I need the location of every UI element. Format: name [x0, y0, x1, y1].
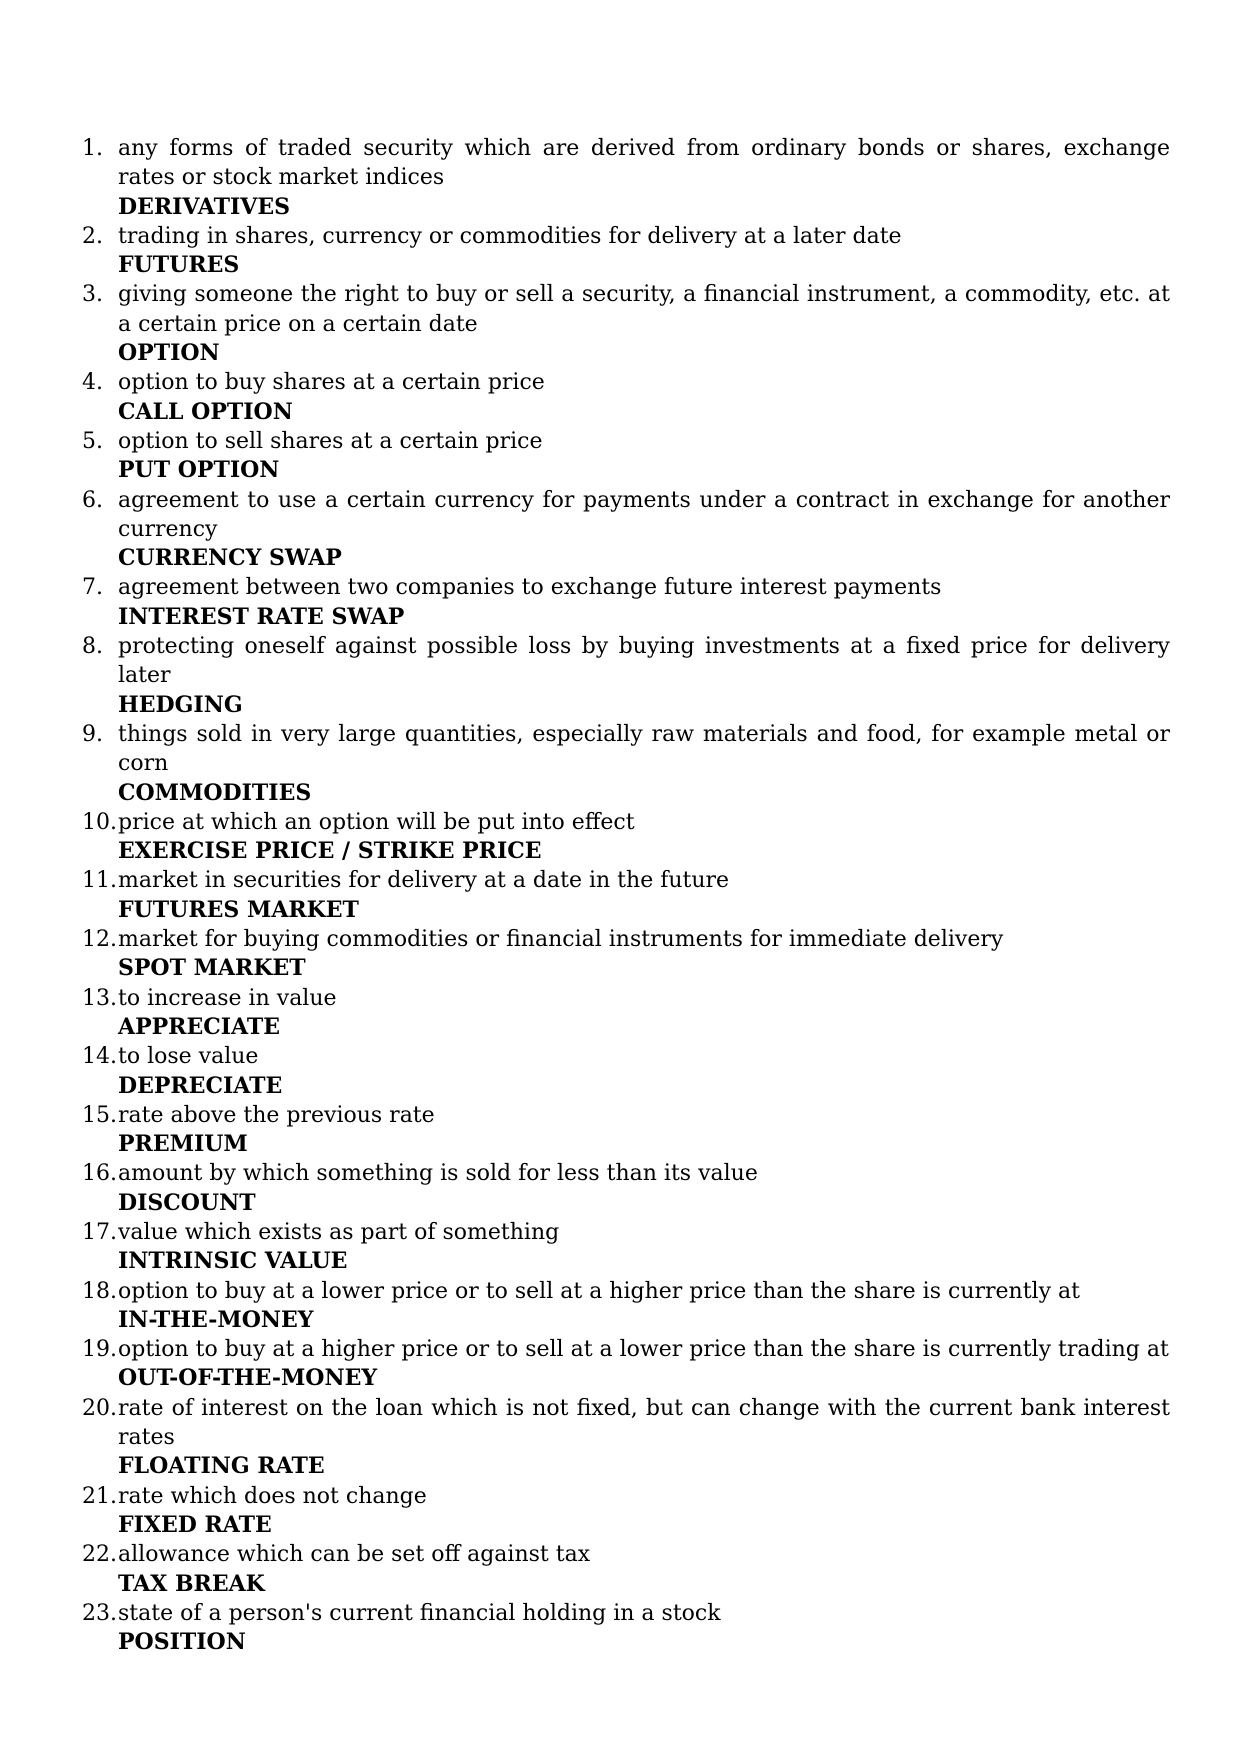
entry-term: PREMIUM — [118, 1131, 248, 1158]
entry-term: INTRINSIC VALUE — [118, 1248, 348, 1275]
entry-body — [118, 573, 1170, 632]
entry-definition: value which exists as part of something — [118, 1219, 560, 1245]
entry-body — [118, 720, 1170, 808]
entry-definition: option to buy shares at a certain price — [118, 370, 545, 396]
glossary-entry — [82, 632, 1170, 720]
glossary-entry — [82, 1218, 1170, 1277]
entry-number: 20. — [82, 1395, 117, 1421]
entry-body — [118, 808, 1170, 867]
entry-term: OUT-OF-THE-MONEY — [118, 1365, 378, 1392]
entry-number: 2. — [82, 223, 103, 249]
entry-number: 12. — [82, 927, 117, 953]
entry-number: 15. — [82, 1102, 117, 1128]
glossary-entry — [82, 222, 1170, 281]
entry-term: DERIVATIVES — [118, 193, 291, 220]
entry-definition: agreement between two companies to exchange future interest payments — [118, 575, 942, 601]
glossary-entry — [82, 1042, 1170, 1101]
entry-body — [118, 427, 1170, 486]
glossary-entry — [82, 1540, 1170, 1599]
entry-definition: rate above the previous rate — [118, 1102, 435, 1128]
entry-body — [118, 1042, 1170, 1101]
entry-definition: any forms of traded security which are derived from ordinary bonds or shares, exchange rates or stock market indices — [118, 136, 1170, 191]
entry-definition: things sold in very large quantities, especially raw materials and food, for example metal or corn — [118, 721, 1170, 777]
entry-term: CURRENCY SWAP — [118, 545, 342, 572]
entry-number: 9. — [82, 721, 103, 747]
entry-body — [118, 368, 1170, 427]
entry-definition: rate of interest on the loan which is not fixed, but can change with the current bank interest rates — [118, 1395, 1170, 1451]
entry-definition: protecting oneself against possible loss by buying investments at a fixed price for delivery later — [118, 634, 1170, 689]
entry-definition: rate which does not change — [118, 1483, 427, 1509]
glossary-entry — [82, 808, 1170, 867]
glossary-entry — [82, 1482, 1170, 1541]
entry-term: EXERCISE PRICE / STRIKE PRICE — [118, 838, 542, 865]
entry-number: 13. — [82, 985, 117, 1011]
glossary-entry — [82, 866, 1170, 925]
entry-number: 5. — [82, 428, 103, 454]
glossary-entry — [82, 1335, 1170, 1394]
glossary-entry — [82, 573, 1170, 632]
entry-term: APPRECIATE — [118, 1013, 281, 1040]
entry-definition: market for buying commodities or financial instruments for immediate delivery — [118, 927, 1004, 953]
entry-definition: option to buy at a higher price or to sell at a lower price than the share is currently trading at — [118, 1337, 1169, 1363]
entry-term: HEDGING — [118, 691, 243, 718]
glossary-entry — [82, 984, 1170, 1043]
entry-body — [118, 280, 1170, 368]
glossary-list — [82, 134, 1170, 1657]
entry-body — [118, 1482, 1170, 1541]
entry-definition: option to buy at a lower price or to sell at a higher price than the share is currently at — [118, 1278, 1080, 1304]
entry-body — [118, 1394, 1170, 1482]
entry-term: PUT OPTION — [118, 457, 280, 484]
entry-number: 17. — [82, 1219, 117, 1245]
entry-number: 8. — [82, 634, 103, 660]
entry-number: 7. — [82, 575, 103, 601]
entry-body — [118, 134, 1170, 222]
entry-body — [118, 1277, 1170, 1336]
entry-number: 10. — [82, 809, 117, 835]
entry-body — [118, 632, 1170, 720]
entry-term: FUTURES MARKET — [118, 896, 359, 923]
entry-term: OPTION — [118, 340, 220, 367]
entry-number: 18. — [82, 1278, 117, 1304]
entry-definition: to increase in value — [118, 985, 337, 1011]
entry-number: 16. — [82, 1161, 117, 1187]
entry-body — [118, 984, 1170, 1043]
glossary-entry — [82, 1277, 1170, 1336]
entry-term: CALL OPTION — [118, 398, 293, 425]
entry-definition: market in securities for delivery at a date in the future — [118, 868, 730, 894]
entry-definition: giving someone the right to buy or sell a security, a financial instrument, a commodity, etc. at a certain price on a certain date — [118, 282, 1170, 337]
entry-term: DEPRECIATE — [118, 1072, 283, 1099]
entry-body — [118, 1540, 1170, 1599]
entry-body — [118, 486, 1170, 574]
glossary-entry — [82, 1394, 1170, 1482]
entry-definition: state of a person's current financial holding in a stock — [118, 1600, 721, 1626]
entry-term: IN-THE-MONEY — [118, 1306, 314, 1333]
entry-number: 6. — [82, 487, 103, 513]
entry-number: 19. — [82, 1337, 117, 1363]
entry-definition: amount by which something is sold for less than its value — [118, 1161, 758, 1187]
glossary-entry — [82, 134, 1170, 222]
glossary-entry — [82, 280, 1170, 368]
glossary-entry — [82, 1599, 1170, 1658]
glossary-entry — [82, 486, 1170, 574]
entry-definition: allowance which can be set off against tax — [118, 1542, 591, 1568]
entry-number: 4. — [82, 370, 103, 396]
entry-term: INTEREST RATE SWAP — [118, 603, 405, 630]
entry-definition: option to sell shares at a certain price — [118, 428, 543, 454]
entry-body — [118, 1335, 1170, 1394]
entry-body — [118, 1218, 1170, 1277]
glossary-entry — [82, 1159, 1170, 1218]
entry-number: 11. — [82, 868, 117, 894]
entry-term: FLOATING RATE — [118, 1453, 325, 1480]
entry-term: TAX BREAK — [118, 1570, 265, 1597]
entry-definition: to lose value — [118, 1044, 259, 1070]
entry-definition: agreement to use a certain currency for payments under a contract in exchange for another currency — [118, 487, 1170, 542]
entry-definition: trading in shares, currency or commodities for delivery at a later date — [118, 223, 902, 249]
entry-term: FUTURES — [118, 252, 240, 279]
glossary-entry — [82, 427, 1170, 486]
entry-body — [118, 925, 1170, 984]
entry-term: SPOT MARKET — [118, 955, 306, 982]
glossary-entry — [82, 368, 1170, 427]
glossary-entry — [82, 925, 1170, 984]
glossary-entry — [82, 720, 1170, 808]
glossary-entry — [82, 1101, 1170, 1160]
entry-term: DISCOUNT — [118, 1189, 256, 1216]
entry-number: 1. — [82, 136, 103, 161]
entry-number: 21. — [82, 1483, 117, 1509]
entry-term: FIXED RATE — [118, 1511, 272, 1538]
entry-body — [118, 1101, 1170, 1160]
entry-number: 22. — [82, 1542, 117, 1568]
entry-number: 23. — [82, 1600, 117, 1626]
entry-body — [118, 222, 1170, 281]
entry-number: 14. — [82, 1044, 117, 1070]
entry-body — [118, 1159, 1170, 1218]
entry-term: POSITION — [118, 1629, 246, 1656]
entry-body — [118, 866, 1170, 925]
entry-number: 3. — [82, 282, 103, 308]
entry-definition: price at which an option will be put into effect — [118, 809, 635, 835]
entry-body — [118, 1599, 1170, 1658]
entry-term: COMMODITIES — [118, 779, 312, 806]
